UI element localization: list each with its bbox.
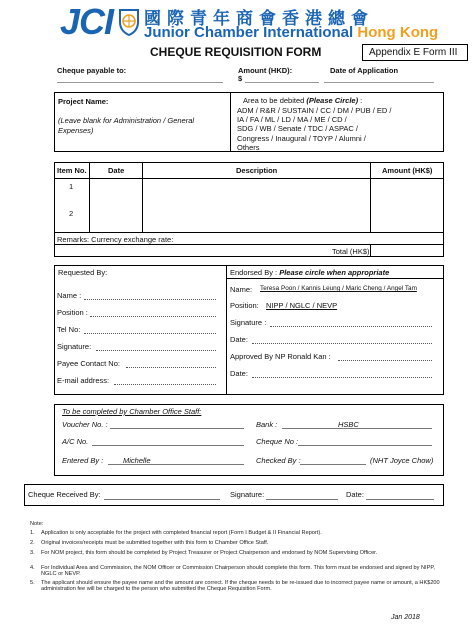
header-item-no: Item No. [57, 166, 87, 175]
form-title: CHEQUE REQUISITION FORM [150, 45, 322, 59]
endorser-name-label: Name: [230, 285, 253, 294]
bank-label: Bank : [256, 420, 278, 429]
footer-date: Jan 2018 [391, 614, 420, 621]
jci-logo [60, 3, 134, 41]
requester-signature-field[interactable] [96, 350, 216, 351]
amount-label: Amount (HKD): [238, 66, 293, 75]
entered-by-value: Michelle [123, 456, 151, 465]
ac-label: A/C No. [62, 437, 89, 446]
english-name-main: Junior Chamber International [144, 24, 354, 41]
cheque-received-field[interactable] [104, 499, 220, 500]
cheque-no-label: Cheque No : [256, 437, 299, 446]
cheque-payable-field[interactable] [57, 82, 223, 83]
email-field[interactable] [114, 384, 216, 385]
logo-text: JCI [60, 1, 114, 42]
date-application-label: Date of Application [330, 66, 399, 75]
leave-blank-note: (Leave blank for Administration / General Expenses) [58, 116, 195, 135]
requester-position-field[interactable] [90, 316, 216, 317]
receipt-signature-field[interactable] [266, 499, 338, 500]
cheque-received-label: Cheque Received By: [28, 490, 101, 499]
requester-position-label: Position : [57, 308, 88, 317]
notes-list [30, 530, 444, 600]
appendix-label: Appendix E Form III [362, 44, 468, 61]
payee-contact-label: Payee Contact No: [57, 359, 120, 368]
cheque-no-field[interactable] [298, 445, 432, 446]
endorser-signature-label: Signature : [230, 318, 267, 327]
project-divider [230, 92, 231, 152]
voucher-label: Voucher No. : [62, 420, 108, 429]
endorsed-by-label: Endorsed By : Please circle when appropriate [230, 268, 390, 277]
endorser-name-options[interactable]: Teresa Poon / Kannis Leung / Maric Cheng / Angel Tam [260, 285, 417, 292]
remarks-label[interactable]: Remarks: Currency exchange rate: [57, 235, 174, 244]
receipt-date-label: Date: [346, 490, 364, 499]
chinese-name: 國際青年商會香港總會 [144, 9, 374, 28]
receipt-signature-label: Signature: [230, 490, 265, 499]
note-item: 5. The applicant should ensure the payee name and the amount are correct. If the cheque needs to be re-issued due to incorrect payee name or amount, a HK$200 administration fee will be charged to the person who submitted the Cheque Requisition Form. [30, 580, 440, 593]
note-item: 2. Original invoices/receipts must be submitted together with this form to Chamber Office Staff. [30, 540, 269, 546]
project-name-label: Project Name: [58, 97, 109, 106]
table-row-2-no: 2 [69, 209, 74, 218]
note-item: 4. For Individual Area and Commission, the NOM Officer or Commission Chairperson should complete this form. This form must be endorsed and signed by NIPP, NGLC or NEVP. [30, 565, 435, 578]
entered-by-field[interactable] [108, 464, 244, 465]
receipt-date-field[interactable] [366, 499, 434, 500]
header-description: Description [236, 166, 278, 175]
voucher-field[interactable] [110, 428, 244, 429]
office-heading: To be completed by Chamber Office Staff: [62, 407, 202, 416]
requester-signature-label: Signature: [57, 342, 92, 351]
approved-by-label: Approved By NP Ronald Kan : [230, 352, 331, 361]
endorser-position-label: Position: [230, 301, 259, 310]
english-name-region: Hong Kong [357, 24, 439, 41]
requester-name-field[interactable] [84, 299, 216, 300]
notes-heading: Note: [30, 521, 44, 527]
note-item: 1. Application is only acceptable for the project with completed financial report (Form I Budget & II Financial Report). [30, 530, 322, 536]
checked-by-label: Checked By : [256, 456, 301, 465]
amount-symbol: $ [238, 74, 243, 83]
bank-value: HSBC [338, 420, 359, 429]
area-label: Area to be debited (Please Circle) : [243, 96, 363, 105]
endorser-date-label: Date: [230, 335, 248, 344]
requester-tel-field[interactable] [84, 333, 216, 334]
endorser-position-options[interactable]: NIPP / NGLC / NEVP [266, 301, 338, 310]
entered-by-label: Entered By : [62, 456, 104, 465]
endorser-signature-field[interactable] [270, 326, 432, 327]
cheque-payable-label: Cheque payable to: [57, 66, 127, 75]
header-amount: Amount (HK$) [382, 166, 433, 175]
approver-date-label: Date: [230, 369, 248, 378]
payee-contact-field[interactable] [126, 367, 216, 368]
approver-date-field[interactable] [252, 377, 432, 378]
checked-by-value: (NHT Joyce Chow) [370, 456, 434, 465]
table-row-1-no: 1 [69, 182, 74, 191]
date-application-field[interactable] [324, 82, 434, 83]
email-label: E-mail address: [57, 376, 110, 385]
requester-name-label: Name : [57, 291, 82, 300]
endorser-date-field[interactable] [252, 343, 432, 344]
total-label: Total (HK$) [332, 247, 370, 256]
requested-by-label: Requested By: [58, 268, 108, 277]
approved-by-field[interactable] [338, 360, 432, 361]
area-options[interactable]: ADM / R&R / SUSTAIN / CC / DM / PUB / ED / IA / FA / ML / LD / MA / ME / CD / SDG / WB / Senate / TDC / ASPAC / Congress / Inaugural / TOYP / Alumni / Others [237, 106, 392, 152]
globe-icon [116, 6, 142, 36]
header-date: Date [108, 166, 125, 175]
amount-field[interactable] [245, 82, 319, 83]
note-item: 3. For NOM project, this form should be completed by Project Treasurer or Project Chairperson and endorsed by NOM Supervising Officer. [30, 550, 378, 556]
requester-tel-label: Tel No: [57, 325, 81, 334]
ac-field[interactable] [92, 445, 244, 446]
english-name [144, 24, 438, 41]
checked-by-field[interactable] [300, 464, 366, 465]
